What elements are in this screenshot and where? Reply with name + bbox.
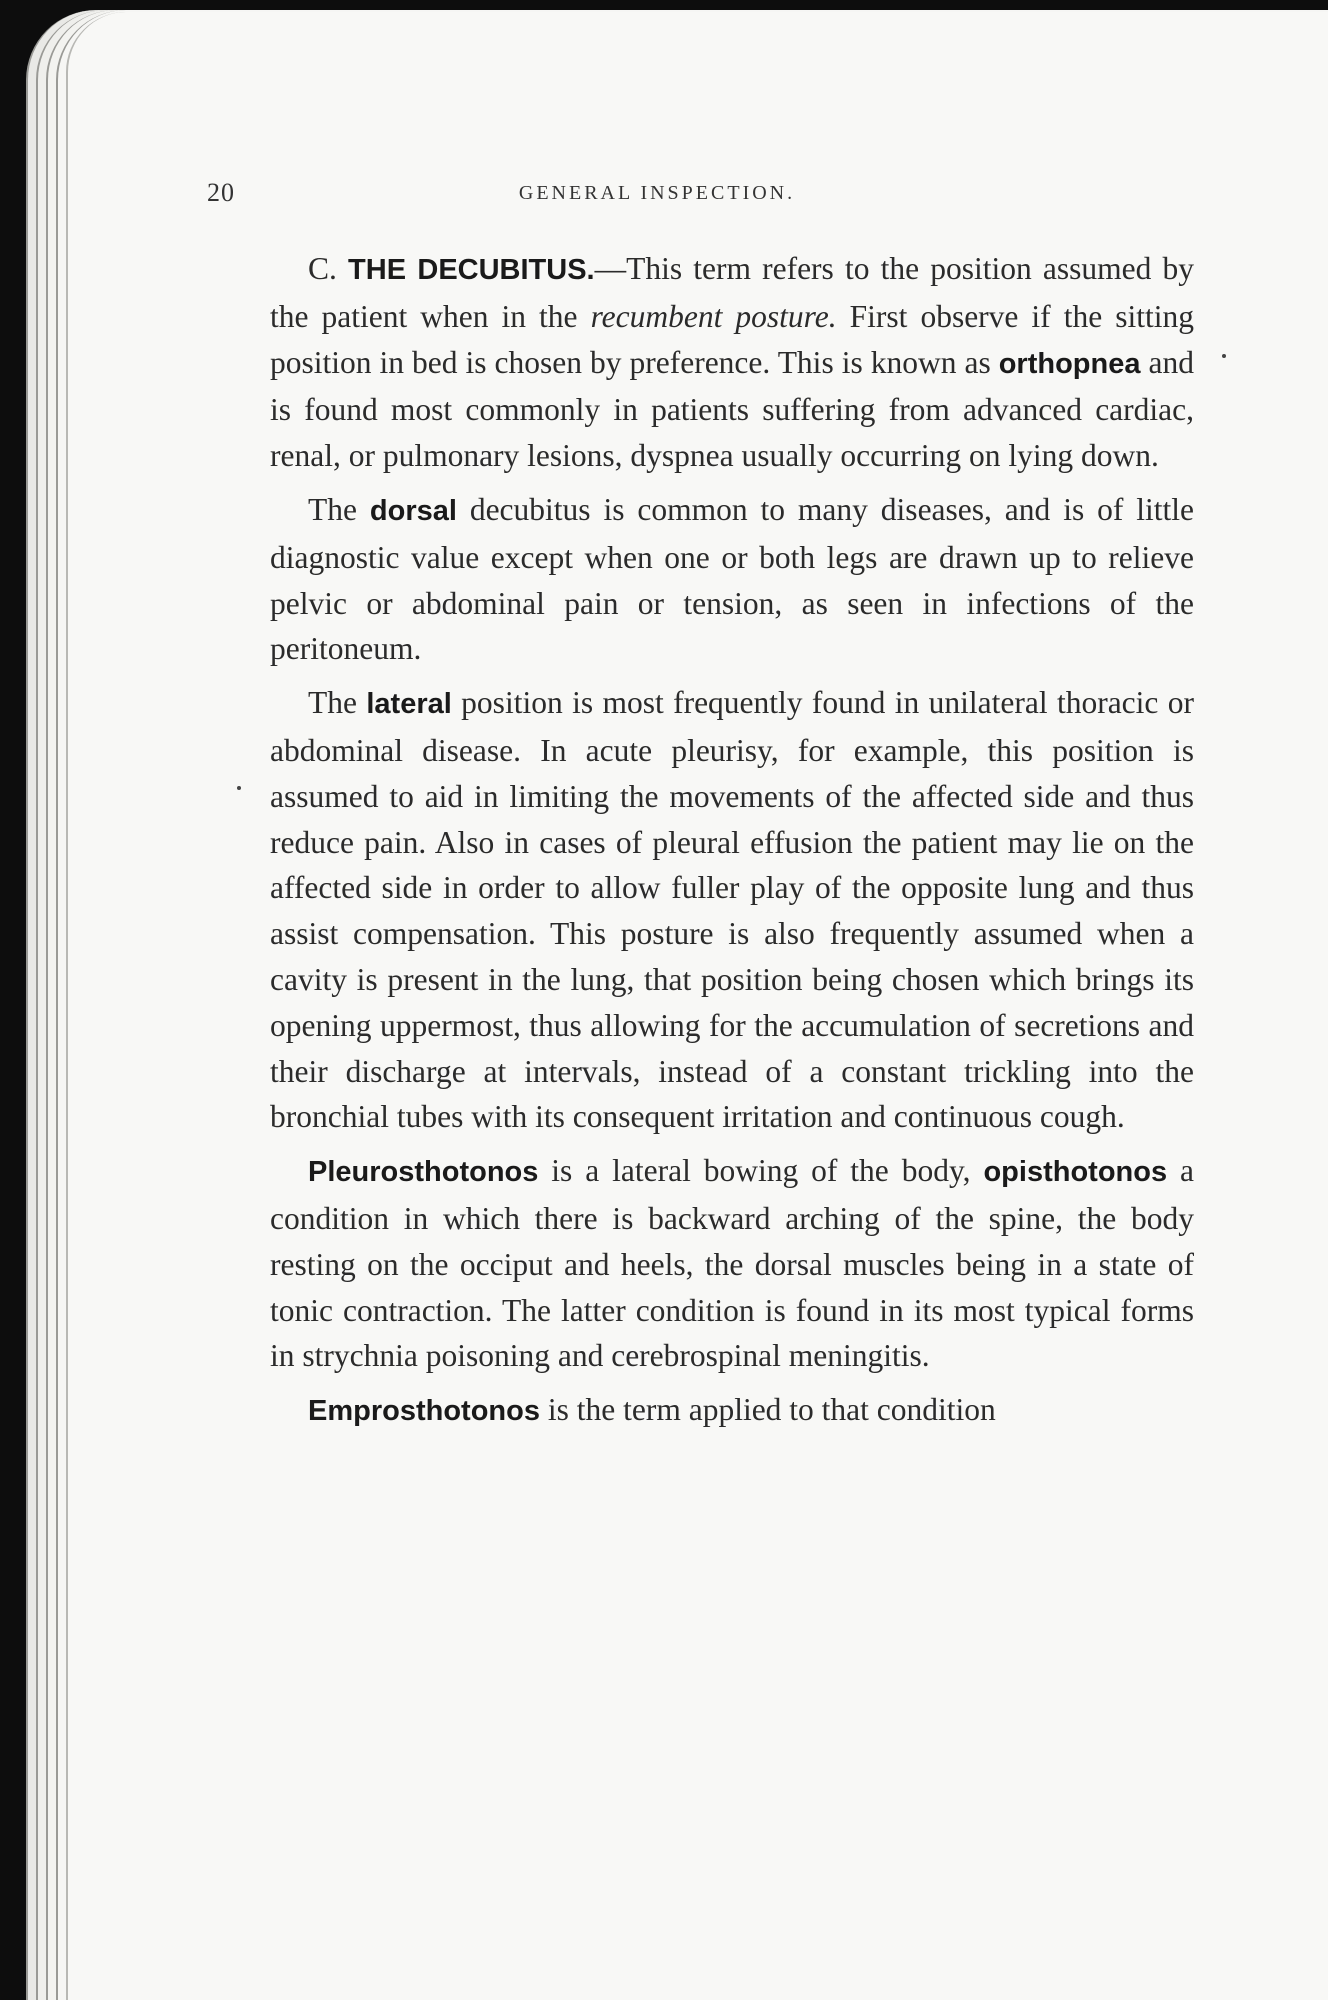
- text-run: The: [308, 685, 367, 721]
- paragraph-lateral: [270, 680, 1194, 1140]
- bold-term-dorsal: dorsal: [369, 494, 457, 527]
- text-run: decubitus is common to many diseases, and is of little diagnostic value except when one or both legs are drawn up to relieve pelvic or abdominal pain or tension, as seen in infections of the peritoneum.: [270, 491, 1194, 667]
- page-number: 20: [207, 178, 235, 207]
- text-run: First observe if the sitting position in bed is chosen by preference. This is known as: [270, 298, 1194, 380]
- bold-term-pleurosthotonos: Pleurosthotonos: [308, 1156, 539, 1189]
- text-run: is a lateral bowing of the body,: [538, 1153, 984, 1189]
- text-run: The: [308, 491, 370, 527]
- heading-dash: —: [594, 251, 627, 286]
- text-run: and is found most commonly in patients suffering from advanced cardiac, renal, or pulmonary lesions, dyspnea usually occurring on lying down.: [270, 344, 1194, 474]
- section-letter: C.: [308, 251, 337, 286]
- paragraph-emprosthotonos: [270, 1387, 1194, 1435]
- italic-term: recumbent posture.: [590, 298, 837, 334]
- paragraph-dorsal: [270, 487, 1194, 672]
- running-head: GENERAL INSPECTION.: [518, 182, 796, 204]
- paragraph-pleurosthotonos: [270, 1148, 1194, 1379]
- paragraph-decubitus: [270, 246, 1194, 479]
- text-run: This term refers to the position assumed by the patient when in the: [270, 251, 1195, 334]
- print-speck: [1222, 354, 1226, 358]
- text-run: is the term applied to that condition: [540, 1392, 996, 1428]
- text-run: position is most frequently found in unilateral thoracic or abdominal disease. In acute pleurisy, for example, this position is assumed to aid in limiting the movements of the affected side and thus reduce pain. Also in cases of pleural effusion the patient may lie on the affected side in order to allow fuller play of the opposite lung and thus assist compensation. This posture is also frequently assumed when a cavity is present in the lung, that position being chosen which brings its opening uppermost, thus allowing for the accumulation of secretions and their discharge at intervals, instead of a constant trickling into the bronchial tubes with its consequent irritation and continuous cough.: [270, 685, 1194, 1135]
- bold-term-opisthotonos: opisthotonos: [983, 1156, 1168, 1189]
- print-speck: [237, 786, 241, 790]
- section-heading: THE DECUBITUS.: [348, 254, 595, 286]
- body-text: [270, 246, 1194, 1443]
- text-run: a condition in which there is backward arching of the spine, the body resting on the occiput and heels, the dorsal muscles being in a state of tonic contraction. The latter condition is found in its most typical forms in strychnia poisoning and cerebrospinal meningitis.: [270, 1153, 1195, 1374]
- bold-term-orthopnea: orthopnea: [998, 347, 1141, 380]
- page-header: [207, 178, 987, 218]
- bold-term-lateral: lateral: [366, 688, 452, 721]
- bold-term-emprosthotonos: Emprosthotonos: [308, 1395, 540, 1428]
